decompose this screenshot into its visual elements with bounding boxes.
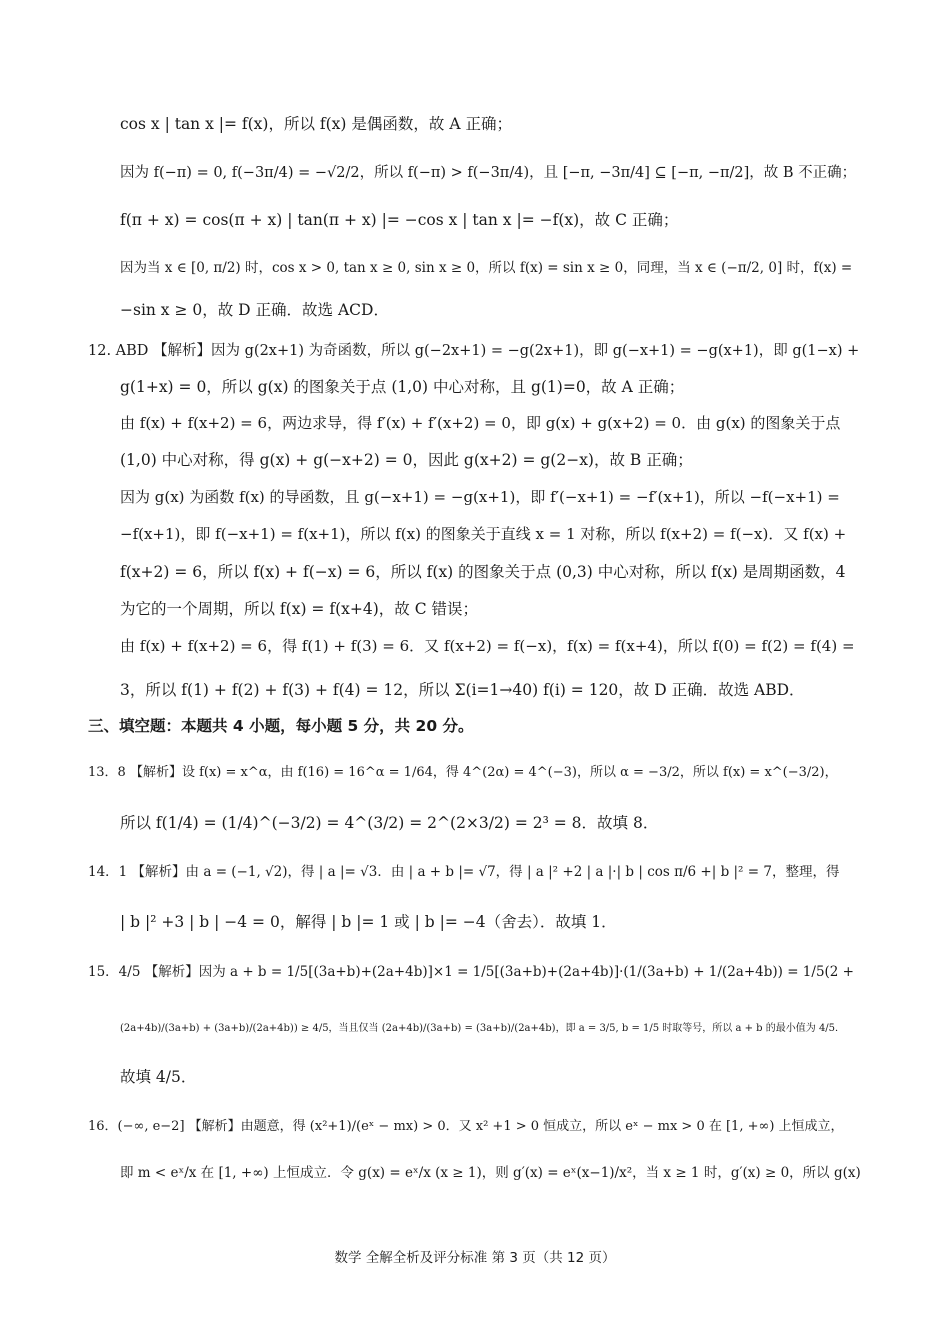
text-line: | b |² +3 | b | −4 = 0，解得 | b |= 1 或 | b |= −4（舍去）．故填 1． bbox=[120, 913, 617, 931]
text-line: 即 m < eˣ/x 在 [1, +∞) 上恒成立．令 g(x) = eˣ/x (x ≥ 1)，则 g′(x) = eˣ(x−1)/x²，当 x ≥ 1 时，g′(x) ≥ 0，所以 g(x) bbox=[120, 1165, 861, 1181]
text-line: 因为 f(−π) = 0, f(−3π/4) = −√2/2，所以 f(−π) > f(−3π/4)，且 [−π, −3π/4] ⊆ [−π, −π/2]，故 B 不正确； bbox=[120, 165, 857, 181]
text-line: cos x | tan x |= f(x)，所以 f(x) 是偶函数，故 A 正确； bbox=[120, 115, 512, 133]
text-line: (2a+4b)/(3a+b) + (3a+b)/(2a+4b)) ≥ 4/5，当且仅当 (2a+4b)/(3a+b) = (3a+b)/(2a+4b)，即 a = 3/5, b = 1/5 时取等号，所以 a + b 的最小值为 4/5． bbox=[120, 1023, 846, 1034]
text-line: 因为 g(x) 为函数 f(x) 的导函数，且 g(−x+1) = −g(x+1)，即 f′(−x+1) = −f′(x+1)，所以 −f(−x+1) = bbox=[120, 488, 840, 506]
text-line: 3，所以 f(1) + f(2) + f(3) + f(4) = 12，所以 Σ(i=1→40) f(i) = 120，故 D 正确．故选 ABD． bbox=[120, 681, 805, 699]
text-line: 16．(−∞, e−2] 【解析】由题意，得 (x²+1)/(eˣ − mx) > 0．又 x² +1 > 0 恒成立，所以 eˣ − mx > 0 在 [1, +∞) 上恒成立， bbox=[88, 1119, 844, 1134]
text-line: (1,0) 中心对称，得 g(x) + g(−x+2) = 0，因此 g(x+2) = g(2−x)，故 B 正确； bbox=[120, 451, 693, 469]
text-line: 由 f(x) + f(x+2) = 6，两边求导，得 f′(x) + f′(x+2) = 0，即 g(x) + g(x+2) = 0．由 g(x) 的图象关于点 bbox=[120, 414, 841, 432]
page-footer: 数学 全解全析及评分标准 第 3 页（共 12 页） bbox=[334, 1250, 616, 1266]
text-line: 三、填空题：本题共 4 小题，每小题 5 分，共 20 分。 bbox=[88, 717, 474, 735]
text-line: f(x+2) = 6，所以 f(x) + f(−x) = 6，所以 f(x) 的图象关于点 (0,3) 中心对称，所以 f(x) 是周期函数，4 bbox=[120, 563, 846, 581]
text-line: 13．8 【解析】设 f(x) = x^α，由 f(16) = 16^α = 1/64，得 4^(2α) = 4^(−3)，所以 α = −3/2，所以 f(x) = x^(−3/2)， bbox=[88, 765, 838, 780]
text-line: 所以 f(1/4) = (1/4)^(−3/2) = 4^(3/2) = 2^(2×3/2) = 2³ = 8．故填 8． bbox=[120, 814, 659, 832]
text-line: 14．1 【解析】由 a = (−1, √2)，得 | a |= √3．由 | a + b |= √7，得 | a |² +2 | a |·| b | cos π/6 +| b |² = 7，整理，得 bbox=[88, 864, 840, 880]
text-line: 由 f(x) + f(x+2) = 6，得 f(1) + f(3) = 6．又 f(x+2) = f(−x)，f(x) = f(x+4)，所以 f(0) = f(2) = f(4) = bbox=[120, 637, 855, 655]
text-line: 15．4/5 【解析】因为 a + b = 1/5[(3a+b)+(2a+4b)]×1 = 1/5[(3a+b)+(2a+4b)]·(1/(3a+b) + 1/(2a+4b)) = 1/5(2 + bbox=[88, 964, 854, 980]
text-line: −sin x ≥ 0，故 D 正确．故选 ACD． bbox=[120, 301, 389, 319]
text-line: 为它的一个周期，所以 f(x) = f(x+4)，故 C 错误； bbox=[120, 600, 478, 618]
text-line: −f(x+1)，即 f(−x+1) = f(x+1)，所以 f(x) 的图象关于直线 x = 1 对称，所以 f(x+2) = f(−x)．又 f(x) + bbox=[120, 525, 847, 543]
text-line: 12. ABD 【解析】因为 g(2x+1) 为奇函数，所以 g(−2x+1) = −g(2x+1)，即 g(−x+1) = −g(x+1)，即 g(1−x) + bbox=[88, 343, 860, 359]
text-line: f(π + x) = cos(π + x) | tan(π + x) |= −cos x | tan x |= −f(x)，故 C 正确； bbox=[120, 211, 679, 229]
text-line: 故填 4/5． bbox=[120, 1068, 197, 1086]
text-line: 因为当 x ∈ [0, π/2) 时，cos x > 0, tan x ≥ 0, sin x ≥ 0，所以 f(x) = sin x ≥ 0，同理，当 x ∈ (−π/2, 0] 时，f(x) = bbox=[120, 260, 853, 276]
text-line: g(1+x) = 0，所以 g(x) 的图象关于点 (1,0) 中心对称，且 g(1)=0，故 A 正确； bbox=[120, 378, 685, 396]
